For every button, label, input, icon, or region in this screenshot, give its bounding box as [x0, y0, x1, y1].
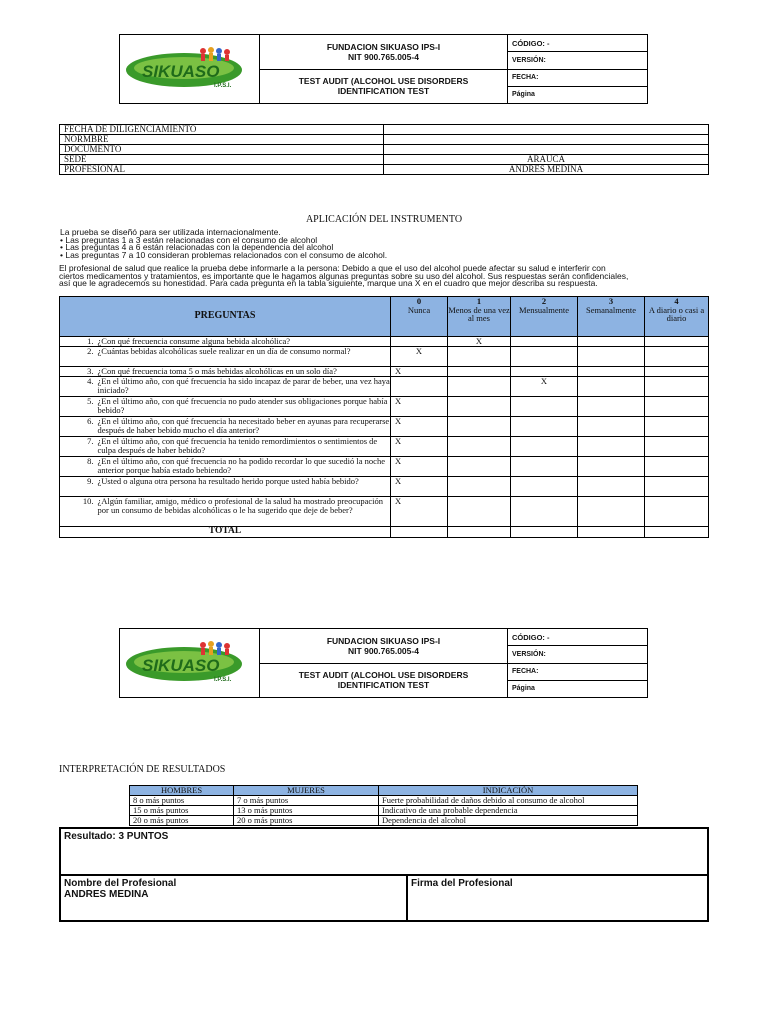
answer-cell[interactable]: [645, 367, 709, 377]
answer-cell[interactable]: [391, 337, 448, 347]
answer-cell[interactable]: [578, 377, 645, 397]
document-header-page-2: [119, 628, 648, 698]
interp-header: MUJERES: [234, 786, 379, 796]
total-cell[interactable]: [448, 527, 511, 538]
question-row: [60, 397, 709, 417]
answer-cell[interactable]: X: [391, 437, 448, 457]
answer-cell[interactable]: [578, 477, 645, 497]
question-row: [60, 377, 709, 397]
document-header: [119, 34, 648, 104]
answer-cell[interactable]: [448, 397, 511, 417]
audit-questions-table: [59, 296, 709, 538]
sikuaso-logo: [120, 631, 258, 691]
note-line: • Las preguntas 4 a 6 están relacionadas con la dependencia del alcohol: [60, 242, 334, 252]
total-cell[interactable]: [578, 527, 645, 538]
info-row: [60, 135, 709, 145]
answer-cell[interactable]: [511, 367, 578, 377]
info-label: PROFESIONAL: [60, 165, 384, 175]
answer-cell[interactable]: X: [391, 417, 448, 437]
info-row: [60, 145, 709, 155]
interp-cell: Dependencia del alcohol: [379, 816, 638, 826]
note-line: • Las preguntas 1 a 3 están relacionadas con el consumo de alcohol: [60, 234, 318, 245]
question-row: [60, 337, 709, 347]
answer-cell[interactable]: X: [391, 497, 448, 527]
professional-label: Nombre del Profesional: [64, 878, 177, 889]
instruction-line: así que le agradecemos su honestidad. Para cada pregunta en la tabla siguiente, marque una X en el cuadro que mejor describa su respuesta.: [59, 278, 598, 288]
header-org: [260, 35, 508, 70]
interp-cell: 20 o más puntos: [234, 816, 379, 826]
question-row: [60, 417, 709, 437]
professional-name: ANDRES MEDINA: [64, 889, 149, 900]
answer-cell[interactable]: [578, 337, 645, 347]
answer-cell[interactable]: X: [448, 337, 511, 347]
question-text: ¿En el último año, con qué frecuencia no ha podido recordar lo que sucedió la noche anterior porque había estado bebiendo?: [98, 457, 391, 477]
answer-cell[interactable]: X: [391, 367, 448, 377]
col-header-mensualmente: 2 Mensualmente: [511, 297, 578, 337]
answer-cell[interactable]: [578, 397, 645, 417]
answer-cell[interactable]: [448, 347, 511, 367]
interp-cell: Indicativo de una probable dependencia: [379, 806, 638, 816]
answer-cell[interactable]: X: [391, 477, 448, 497]
codigo-cell: CÓDIGO: -: [508, 629, 648, 646]
question-text: ¿Con qué frecuencia consume alguna bebida alcohólica?: [98, 337, 391, 347]
answer-cell[interactable]: [645, 477, 709, 497]
question-row: [60, 367, 709, 377]
info-value[interactable]: [384, 135, 709, 145]
info-row: [60, 155, 709, 165]
title-line-2: IDENTIFICATION TEST: [337, 680, 430, 691]
logo-cell: [120, 35, 260, 104]
question-number: 7.: [60, 437, 98, 457]
instruction-line: ciertos medicamentos y tratamientos, es importante que le hagamos algunas preguntas sobre su uso del alcohol. Sus respuestas serán confidenciales,: [59, 270, 629, 281]
interp-header: INDICACIÓN: [379, 786, 638, 796]
interp-row: [130, 806, 638, 816]
patient-info-table: [59, 124, 709, 175]
question-text: ¿Usted o alguna otra persona ha resultado herido porque usted había bebido?: [98, 477, 391, 497]
answer-cell[interactable]: X: [391, 397, 448, 417]
interpretation-table: [129, 785, 638, 826]
answer-cell[interactable]: X: [391, 347, 448, 367]
result-label: Resultado: 3 PUNTOS: [64, 831, 169, 842]
question-row: [60, 437, 709, 457]
answer-cell[interactable]: [578, 367, 645, 377]
interp-row: [130, 816, 638, 826]
answer-cell[interactable]: [645, 457, 709, 477]
answer-cell[interactable]: [578, 497, 645, 527]
answer-cell[interactable]: [448, 497, 511, 527]
info-label: NORMBRE: [60, 135, 384, 145]
result-cell[interactable]: [60, 828, 708, 875]
logo-text: SIKUASO: [142, 61, 220, 81]
answer-cell[interactable]: [511, 457, 578, 477]
header-title: [260, 69, 508, 104]
org-name: FUNDACION SIKUASO IPS-I: [326, 41, 441, 52]
info-label: FECHA DE DILIGENCIAMIENTO: [60, 125, 384, 135]
question-text: ¿Con qué frecuencia toma 5 o más bebidas alcohólicas en un solo día?: [98, 367, 391, 377]
interp-cell: 20 o más puntos: [130, 816, 234, 826]
answer-cell[interactable]: [645, 377, 709, 397]
info-label: SEDE: [60, 155, 384, 165]
info-row: [60, 125, 709, 135]
total-cell[interactable]: [391, 527, 448, 538]
pagina-cell: Página: [508, 680, 648, 697]
info-label: DOCUMENTO: [60, 145, 384, 155]
answer-cell[interactable]: [578, 347, 645, 367]
answer-cell[interactable]: [511, 437, 578, 457]
answer-cell[interactable]: [645, 497, 709, 527]
question-row: [60, 347, 709, 367]
preguntas-header: PREGUNTAS: [60, 297, 391, 337]
org-nit: NIT 900.765.005-4: [348, 51, 419, 62]
answer-cell[interactable]: [448, 417, 511, 437]
question-number: 10.: [60, 497, 98, 527]
question-row: [60, 497, 709, 527]
info-value[interactable]: [384, 145, 709, 155]
col-header-nunca: 0 Nunca: [391, 297, 448, 337]
interp-cell: Fuerte probabilidad de daños debido al consumo de alcohol: [379, 796, 638, 806]
answer-cell[interactable]: [645, 337, 709, 347]
question-text: ¿En el último año, con qué frecuencia no pudo atender sus obligaciones porque había bebido?: [98, 397, 391, 417]
note-line: • Las preguntas 7 a 10 consideran problemas relacionados con el consumo de alcohol.: [60, 249, 388, 260]
answer-cell[interactable]: [448, 477, 511, 497]
fecha-cell: FECHA:: [508, 69, 648, 86]
answer-cell[interactable]: [578, 437, 645, 457]
answer-cell[interactable]: [448, 457, 511, 477]
col-header-diario: 4 A diario o casi a diario: [645, 297, 709, 337]
col-header-semanalmente: 3 Semanalmente: [578, 297, 645, 337]
info-value[interactable]: [384, 125, 709, 135]
header-org: [260, 629, 508, 664]
version-cell: VERSIÓN:: [508, 52, 648, 69]
instructions-paragraph: [59, 265, 709, 288]
answer-cell[interactable]: [645, 437, 709, 457]
note-line: La prueba se diseñó para ser utilizada internacionalmente.: [60, 227, 281, 237]
pagina-cell: Página: [508, 86, 648, 103]
question-number: 8.: [60, 457, 98, 477]
question-number: 4.: [60, 377, 98, 397]
question-row: [60, 477, 709, 497]
instruction-line: El profesional de salud que realice la prueba debe informarle a la persona: Debido a que el uso del alcohol puede afectar su salud e interferir con: [59, 263, 606, 273]
total-cell[interactable]: [511, 527, 578, 538]
total-cell[interactable]: [645, 527, 709, 538]
answer-cell[interactable]: X: [391, 457, 448, 477]
question-row: [60, 457, 709, 477]
answer-cell[interactable]: [511, 397, 578, 417]
question-text: ¿En el último año, con qué frecuencia ha sido incapaz de parar de beber, una vez haya iniciado?: [97, 376, 390, 395]
answer-cell[interactable]: [448, 377, 511, 397]
interp-header: HOMBRES: [130, 786, 234, 796]
version-cell: VERSIÓN:: [508, 646, 648, 663]
answer-cell[interactable]: [645, 397, 709, 417]
logo-text: SIKUASO: [142, 655, 220, 675]
title-line-2: IDENTIFICATION TEST: [337, 86, 430, 97]
answer-cell[interactable]: [391, 377, 448, 397]
question-text: ¿En el último año, con qué frecuencia ha tenido remordimientos o sentimientos de culpa después de haber bebido?: [98, 437, 391, 457]
answer-cell[interactable]: [578, 457, 645, 477]
question-text: ¿En el último año, con qué frecuencia ha necesitado beber en ayunas para recuperarse después de haber bebido mucho el día anterior?: [97, 416, 390, 435]
signature-cell[interactable]: [407, 875, 708, 921]
header-title: [260, 663, 508, 698]
total-label: TOTAL: [60, 527, 391, 538]
interp-cell: 15 o más puntos: [130, 806, 234, 816]
notes-block: [60, 229, 387, 259]
col-header-menos-mes: 1 Menos de una vez al mes: [448, 297, 511, 337]
info-value[interactable]: ANDRES MEDINA: [384, 165, 709, 175]
question-number: 3.: [60, 367, 98, 377]
question-text: ¿Cuántas bebidas alcohólicas suele realizar en un día de consumo normal?: [98, 347, 391, 367]
info-value[interactable]: ARAUCA: [384, 155, 709, 165]
question-number: 9.: [60, 477, 98, 497]
org-nit: NIT 900.765.005-4: [348, 645, 419, 656]
title-line-1: TEST AUDIT (ALCOHOL USE DISORDERS: [298, 76, 469, 87]
fecha-cell: FECHA:: [508, 663, 648, 680]
info-row: [60, 165, 709, 175]
org-name: FUNDACION SIKUASO IPS-I: [326, 635, 441, 646]
question-number: 2.: [60, 347, 98, 367]
answer-cell[interactable]: [511, 477, 578, 497]
answer-cell[interactable]: [448, 367, 511, 377]
result-box: [59, 827, 709, 922]
question-number: 5.: [60, 397, 98, 417]
answer-cell[interactable]: [511, 417, 578, 437]
answer-cell[interactable]: [511, 337, 578, 347]
codigo-cell: CÓDIGO: -: [508, 35, 648, 52]
interpretation-title: INTERPRETACIÓN DE RESULTADOS: [59, 764, 226, 775]
logo-sub: I.P.S.I.: [214, 82, 232, 89]
answer-cell[interactable]: [578, 417, 645, 437]
question-number: 1.: [60, 337, 98, 347]
interp-cell: 7 o más puntos: [234, 796, 379, 806]
professional-cell[interactable]: [60, 875, 407, 921]
question-text: ¿Algún familiar, amigo, médico o profesional de la salud ha mostrado preocupación por un consumo de bebidas alcohólicas o le ha sugerido que deje de beber?: [98, 497, 391, 527]
answer-cell[interactable]: [448, 437, 511, 457]
title-line-1: TEST AUDIT (ALCOHOL USE DISORDERS: [298, 670, 469, 681]
logo-sub: I.P.S.I.: [214, 676, 232, 683]
interp-cell: 8 o más puntos: [130, 796, 234, 806]
answer-cell[interactable]: X: [511, 377, 578, 397]
logo-cell: [120, 629, 260, 698]
signature-label: Firma del Profesional: [411, 878, 513, 889]
interp-row: [130, 796, 638, 806]
answer-cell[interactable]: [511, 497, 578, 527]
sikuaso-logo: [120, 37, 258, 97]
interp-cell: 13 o más puntos: [234, 806, 379, 816]
section-title: APLICACIÓN DEL INSTRUMENTO: [305, 214, 463, 225]
answer-cell[interactable]: [645, 347, 709, 367]
question-number: 6.: [60, 417, 98, 437]
answer-cell[interactable]: [645, 417, 709, 437]
answer-cell[interactable]: [511, 347, 578, 367]
